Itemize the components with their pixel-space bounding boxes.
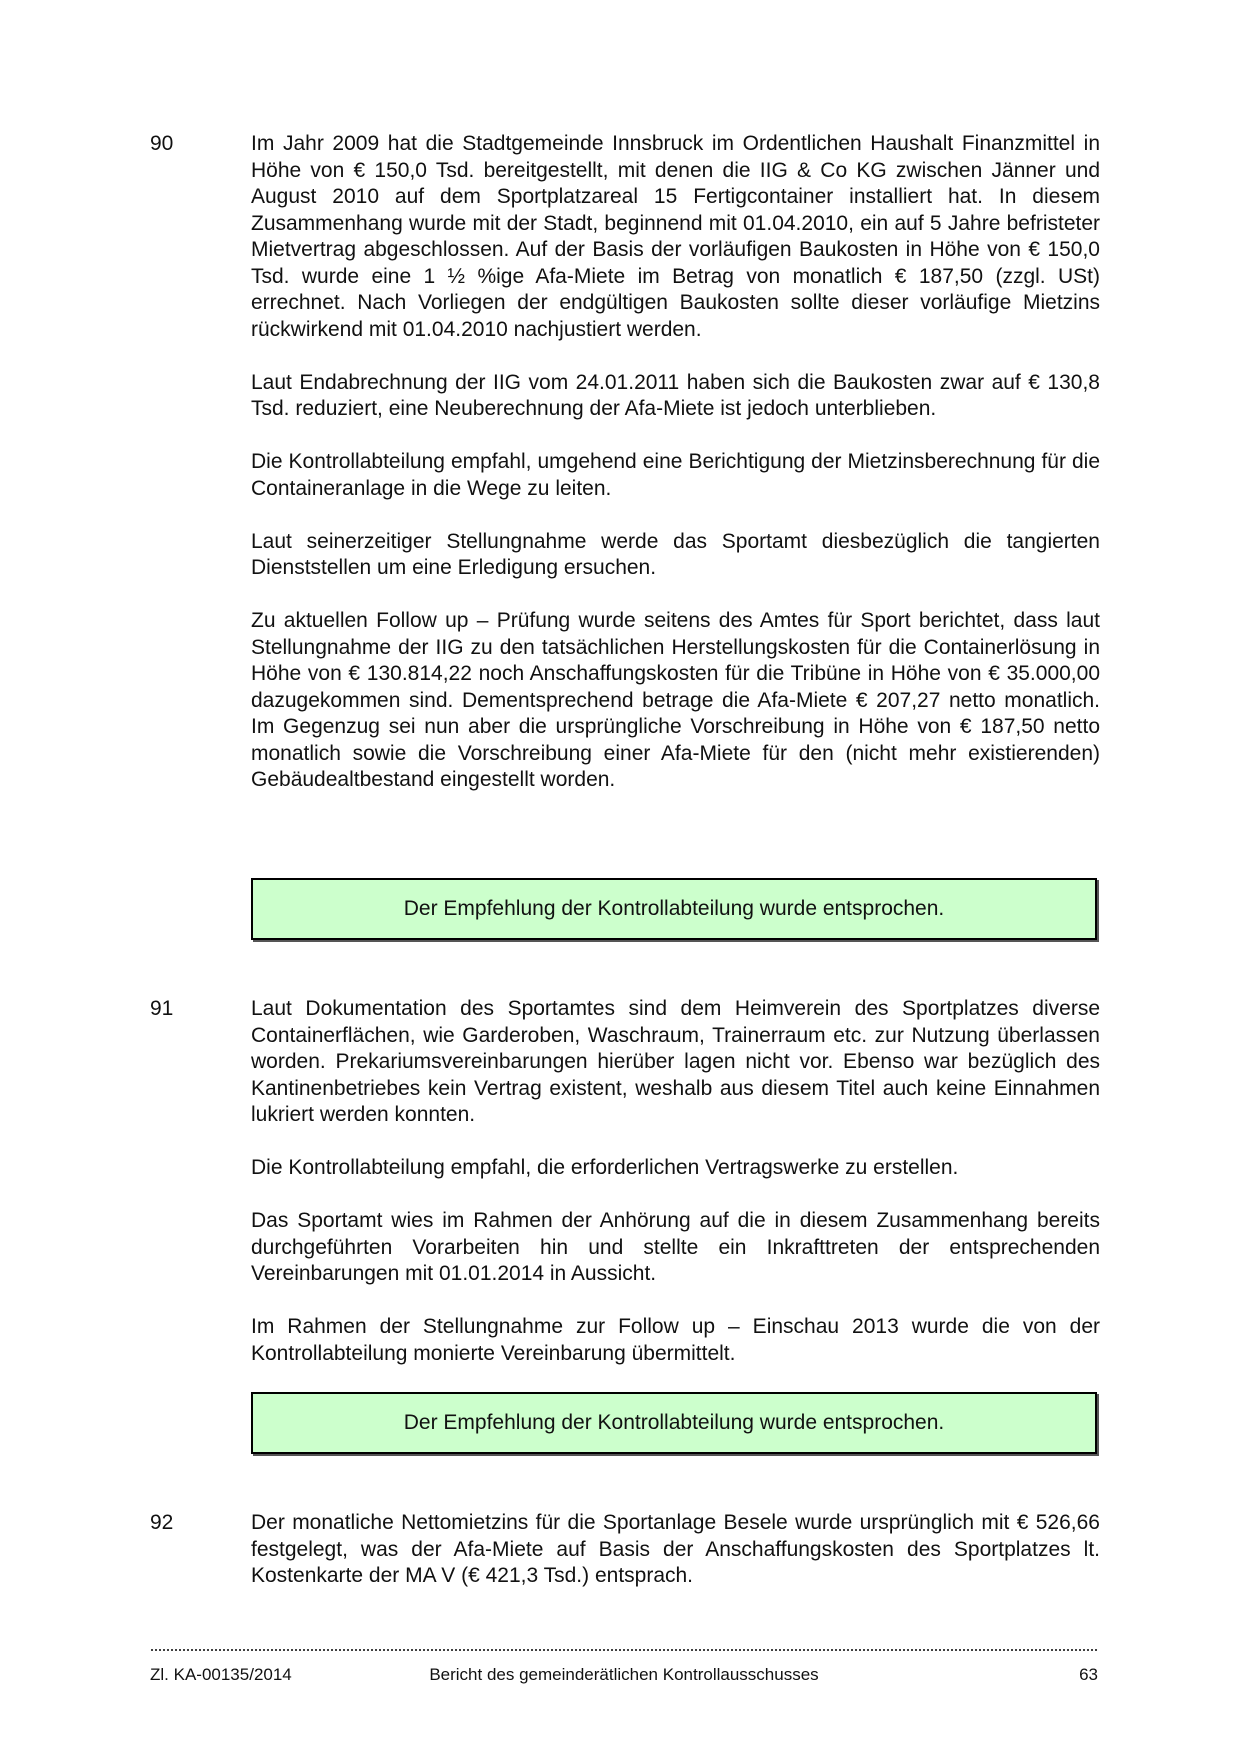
paragraph: Zu aktuellen Follow up – Prüfung wurde seitens des Amtes für Sport berichtet, dass laut Stellungnahme der IIG zu den tatsächlichen Herstellungskosten für die Containerlösung in Höhe von € 130.814,22 noch Anschaffungskosten für die Tribüne in Höhe von € 35.000,00 dazugekommen sind. Dementsprechend betrage die Afa-Miete € 207,27 netto monatlich. Im Gegenzug sei nun aber die ursprüngliche Vorschreibung in Höhe von € 187,50 netto monatlich sowie die Vorschreibung einer Afa-Miete für den (nicht mehr existierenden) Gebäudealtbestand eingestellt worden. [251, 609, 1100, 791]
paragraph: Der monatliche Nettomietzins für die Sportanlage Besele wurde ursprünglich mit € 526,66 festgelegt, was der Afa-Miete auf Basis der Anschaffungskosten des Sportplatzes lt. Kostenkarte der MA V (€ 421,3 Tsd.) entsprach. [251, 1511, 1100, 1587]
section-body [251, 996, 1100, 1367]
paragraph: Die Kontrollabteilung empfahl, umgehend eine Berichtigung der Mietzinsberechnung für die Containeranlage in die Wege zu leiten. [251, 450, 1100, 500]
paragraph: Laut Dokumentation des Sportamtes sind dem Heimverein des Sportplatzes diverse Containerflächen, wie Garderoben, Waschraum, Trainerraum etc. zur Nutzung überlassen worden. Prekariumsvereinbarungen hierüber lagen nicht vor. Ebenso war bezüglich des Kantinenbetriebes kein Vertrag existent, weshalb aus diesem Titel auch keine Einnahmen lukriert werden konnten. [251, 997, 1100, 1126]
footer-page-number: 63 [1079, 1665, 1098, 1684]
result-box: Der Empfehlung der Kontrollabteilung wurde entsprochen. [251, 878, 1097, 940]
section-body [251, 1510, 1100, 1590]
result-box: Der Empfehlung der Kontrollabteilung wurde entsprochen. [251, 1392, 1097, 1454]
section-body [251, 131, 1100, 794]
section-number: 91 [150, 997, 174, 1020]
paragraph: Im Rahmen der Stellungnahme zur Follow up – Einschau 2013 wurde die von der Kontrollabteilung monierte Vereinbarung übermittelt. [251, 1315, 1100, 1365]
paragraph: Laut Endabrechnung der IIG vom 24.01.2011 haben sich die Baukosten zwar auf € 130,8 Tsd. reduziert, eine Neuberechnung der Afa-Miete ist jedoch unterblieben. [251, 370, 1100, 420]
paragraph: Die Kontrollabteilung empfahl, die erforderlichen Vertragswerke zu erstellen. [251, 1156, 959, 1179]
footer-divider [150, 1649, 1098, 1651]
paragraph: Das Sportamt wies im Rahmen der Anhörung auf die in diesem Zusammenhang bereits durchgeführten Vorarbeiten hin und stellte ein Inkrafttreten der entsprechenden Vereinbarungen mit 01.01.2014 in Aussicht. [251, 1209, 1100, 1285]
section-number: 90 [150, 132, 174, 155]
section-number: 92 [150, 1511, 174, 1534]
footer-title: Bericht des gemeinderätlichen Kontrollausschusses [429, 1665, 819, 1684]
paragraph: Im Jahr 2009 hat die Stadtgemeinde Innsbruck im Ordentlichen Haushalt Finanzmittel in Höhe von € 150,0 Tsd. bereitgestellt, mit denen die IIG & Co KG zwischen Jänner und August 2010 auf dem Sportplatzareal 15 Fertigcontainer installiert hat. In diesem Zusammenhang wurde mit der Stadt, beginnend mit 01.04.2010, ein auf 5 Jahre befristeter Mietvertrag abgeschlossen. Auf der Basis der vorläufigen Baukosten in Höhe von € 150,0 Tsd. wurde eine 1 ½ %ige Afa-Miete im Betrag von monatlich € 187,50 (zzgl. USt) errechnet. Nach Vorliegen der endgültigen Baukosten sollte dieser vorläufige Mietzins rückwirkend mit 01.04.2010 nachjustiert werden. [251, 132, 1100, 341]
paragraph: Laut seinerzeitiger Stellungnahme werde das Sportamt diesbezüglich die tangierten Dienststellen um eine Erledigung ersuchen. [251, 529, 1100, 579]
footer-reference: Zl. KA-00135/2014 [150, 1665, 292, 1684]
